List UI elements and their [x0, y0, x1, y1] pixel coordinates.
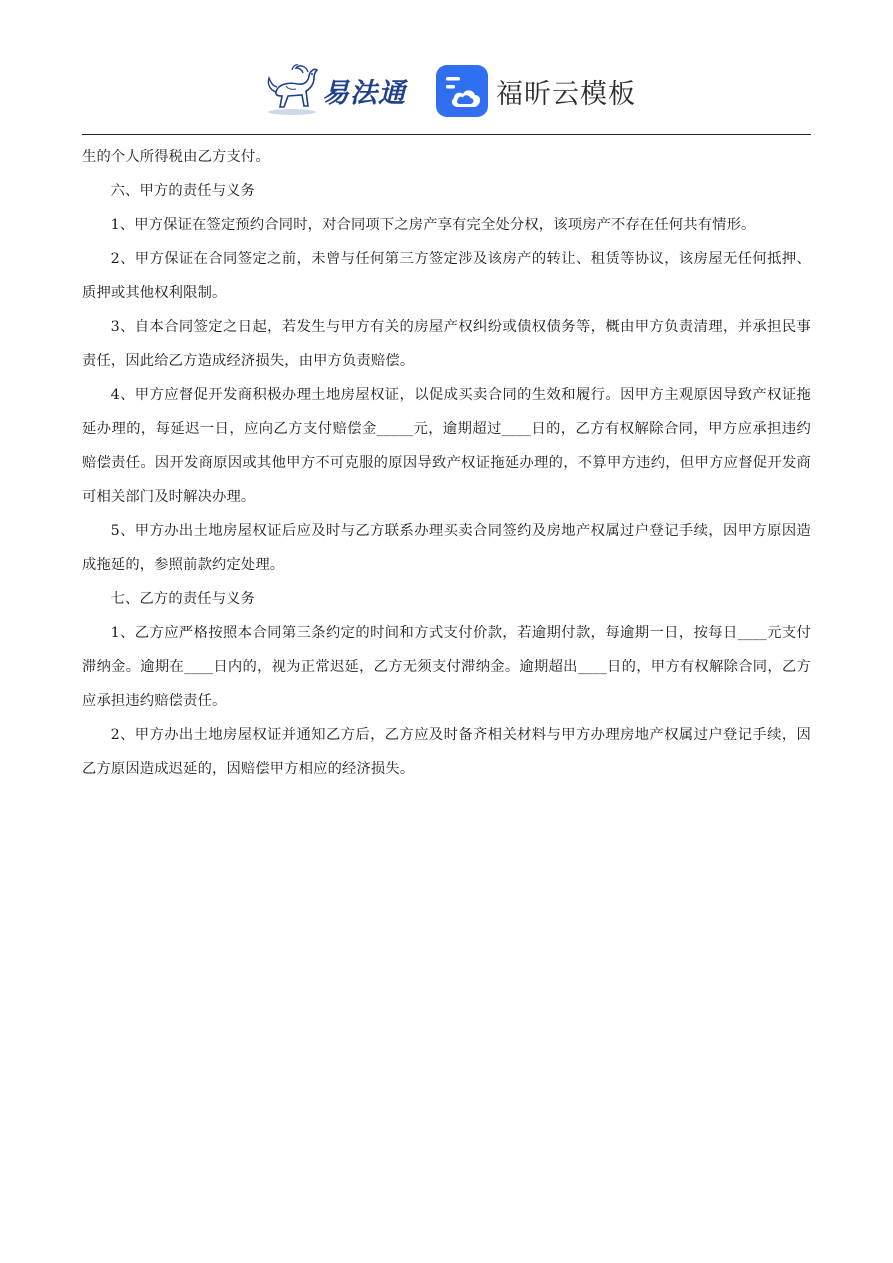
foxit-cloud-template-logo [436, 65, 636, 117]
foxit-brand-text: 福昕云模板 [496, 78, 636, 110]
page-header [0, 0, 893, 135]
clause-a-2: 2、甲方保证在合同签定之前，未曾与任何第三方签定涉及该房产的转让、租赁等协议，该房屋无任何抵押、质押或其他权利限制。 [82, 251, 811, 301]
clause-b-2: 2、甲方办出土地房屋权证并通知乙方后，乙方应及时备齐相关材料与甲方办理房地产权属过户登记手续，因乙方原因造成迟延的，因赔偿甲方相应的经济损失。 [82, 727, 811, 777]
clause-a-4: 4、甲方应督促开发商积极办理土地房屋权证，以促成买卖合同的生效和履行。因甲方主观原因导致产权证拖延办理的，每延迟一日，应向乙方支付赔偿金_____元，逾期超过____日的，乙方有权解除合同，甲方应承担违约赔偿责任。因开发商原因或其他甲方不可克服的原因导致产权证拖延办理的，不算甲方违约，但甲方应督促开发商可相关部门及时解决办理。 [82, 387, 811, 505]
section-heading-party-b-duties: 七、乙方的责任与义务 [110, 591, 256, 607]
qilin-horse-icon [262, 62, 320, 118]
yifatong-brand-text: 易法通 [322, 77, 406, 109]
clause-a-3: 3、自本合同签定之日起，若发生与甲方有关的房屋产权纠纷或债权债务等，概由甲方负责清理，并承担民事责任，因此给乙方造成经济损失，由甲方负责赔偿。 [82, 319, 811, 369]
header-divider [82, 134, 811, 135]
document-body [82, 140, 811, 786]
yifatong-logo [262, 62, 412, 118]
clause-a-1: 1、甲方保证在签定预约合同时，对合同项下之房产享有完全处分权，该项房产不存在任何共有情形。 [110, 217, 756, 233]
section-heading-party-a-duties: 六、甲方的责任与义务 [110, 183, 256, 199]
clause-b-1: 1、乙方应严格按照本合同第三条约定的时间和方式支付价款，若逾期付款，每逾期一日，按每日____元支付滞纳金。逾期在____日内的，视为正常迟延，乙方无须支付滞纳金。逾期超出____日的，甲方有权解除合同，乙方应承担违约赔偿责任。 [82, 625, 811, 709]
clause-a-5: 5、甲方办出土地房屋权证后应及时与乙方联系办理买卖合同签约及房地产权属过户登记手续，因甲方原因造成拖延的，参照前款约定处理。 [82, 523, 811, 573]
foxit-cloud-app-icon [436, 65, 488, 117]
paragraph-continuation: 生的个人所得税由乙方支付。 [82, 149, 270, 165]
